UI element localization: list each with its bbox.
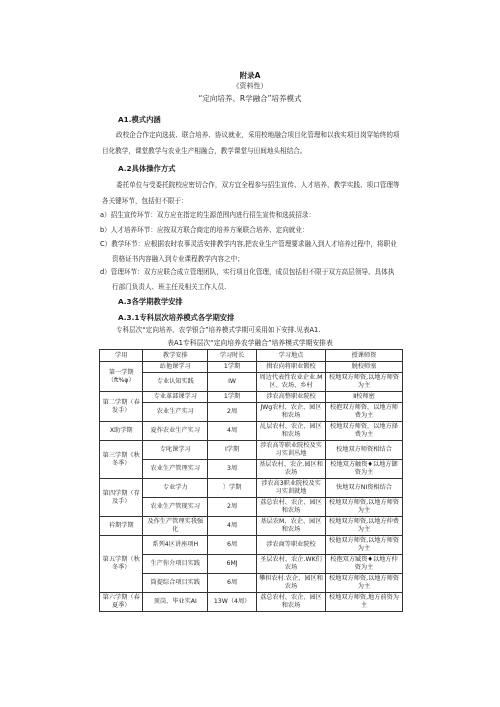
- table-row: [100, 555, 403, 574]
- list-item: [100, 223, 400, 238]
- table-cell: 1学期: [208, 392, 257, 403]
- table-cell: 涉农高3职业院校及实习实训就地: [257, 479, 326, 498]
- section-a2-intro-text: 委托单位与受委托院校应密切合作，双方宜全程参与招生宣传、人才培养、教学实践、项口管理等各关键环节，包括但不限于：: [102, 181, 400, 205]
- table-cell: 快地双方NI资相结合: [325, 479, 402, 498]
- column-header: 授课师资: [325, 350, 402, 362]
- table-cell: 第二学期（春发手）: [100, 392, 143, 422]
- table-cell: I学期: [208, 441, 257, 460]
- table-cell: 农业生产实习: [143, 403, 208, 422]
- table-cell: 6周: [208, 574, 257, 593]
- table-cell: 校地双方师资,地方前资为主: [325, 593, 402, 612]
- table-cell: 校地双方师资,以地方仲费为主: [325, 517, 402, 536]
- column-header: 学用: [100, 350, 143, 362]
- column-header: 学习地点: [257, 350, 326, 362]
- section-a31-heading: A.3.1专科层次培养模式各学期安排: [118, 313, 235, 322]
- list-text: 招生宣传环节：双方应在指定的生源范围内进行招生宣传和选拔招录：: [110, 211, 316, 219]
- table-cell: 站他课学习: [143, 362, 208, 373]
- table-cell: 1学期: [208, 362, 257, 373]
- table-cell: 6MJ: [208, 555, 257, 574]
- table-cell: 校地双方触资♦以地方御资为主: [325, 460, 402, 479]
- table-cell: 涉农高整职业院校: [257, 392, 326, 403]
- table-cell: 专业革部课学习: [143, 392, 208, 403]
- table-header-row: [100, 350, 403, 362]
- table-cell: X助学期: [100, 422, 143, 441]
- section-a3-intro-text: 专科层次“定向培养、农学银合”培养模式学期可采用如下安排.见表A1.: [116, 326, 321, 334]
- table-cell: 乩层农村、农企、园区和农场: [257, 422, 326, 441]
- column-header: 教学安排: [143, 350, 208, 362]
- table-cell: 衿期学期: [100, 517, 143, 536]
- section-a1-body: [102, 127, 402, 159]
- table-cell: 第三学期《秋冬季）: [100, 441, 143, 479]
- table-cell: 周边代表性农业企业.M区、农场、乡村: [257, 373, 326, 392]
- table-row: [100, 403, 403, 422]
- table-cell: 〕学期: [208, 479, 257, 498]
- table-cell: 揖农向将职业锻校: [257, 362, 326, 373]
- list-marker: b）: [100, 226, 111, 234]
- table-cell: 及作生产管理实我强化: [143, 517, 208, 536]
- table-cell: 校地双方师资，以地方择费为主: [325, 422, 402, 441]
- table-cell: 专业认知实践: [143, 373, 208, 392]
- list-text: 人才培养环节：应按双方联合商定的培养方案联合培养、定向就业：: [110, 226, 309, 234]
- table-cell: 基层农M、农企、园区和农场: [257, 517, 326, 536]
- list-item: [100, 265, 400, 295]
- table-cell: 涉农高等职业院校及实习实训丛地: [257, 441, 326, 460]
- table-cell: 农业生产管现实习: [143, 498, 208, 517]
- table-cell: 荔总农村、农企、园区和农场: [257, 498, 326, 517]
- list-text: 教学环节：应根据农时农事灵活安排教学内容,把农业生产管理要求融入到人才培养过程中，将职业: [111, 240, 397, 248]
- table-cell: 夏作农业生产实习: [143, 422, 208, 441]
- section-a3-intro: [102, 324, 402, 336]
- table-cell: 第四学期（存及手）: [100, 479, 143, 517]
- table-row: [100, 441, 403, 460]
- column-header: 学习时长: [208, 350, 257, 362]
- table-cell: 3周: [208, 460, 257, 479]
- table-cell: IW: [208, 373, 257, 392]
- list-text: 管理环节：双方应联合成立管理团队，实行项目化管理，成员包括但不限于双方高层领导、具体执: [110, 268, 395, 276]
- table-cell: 基层农村、农企.园区和农场: [257, 460, 326, 479]
- appendix-nature: 《资料性）: [232, 82, 268, 90]
- table-row: [100, 422, 403, 441]
- table-cell: 圣层农村、农企.WK们农场: [257, 555, 326, 574]
- table-row: [100, 373, 403, 392]
- list-marker: a）: [100, 211, 111, 219]
- table-body: [100, 362, 403, 612]
- table-cell: 校地双方师资相结合: [325, 441, 402, 460]
- table-cell: 校地双方师资,以地方师资为主: [325, 498, 402, 517]
- table-cell: 攀担农村.农企、园区和农场: [257, 574, 326, 593]
- table-cell: 专业学力: [143, 479, 208, 498]
- list-item: [100, 237, 400, 267]
- table-row: [100, 460, 403, 479]
- table-cell: 6周: [208, 536, 257, 555]
- section-a3-heading: A.3各学期教学安排: [118, 297, 183, 306]
- table-cell: 4周: [208, 517, 257, 536]
- section-a2-intro: [102, 177, 402, 209]
- table-cell: Ⅱ校师密: [325, 392, 402, 403]
- table-cell: 第六学期（春夏季）: [100, 593, 143, 612]
- table-row: [100, 517, 403, 536]
- table-cell: 4周: [208, 422, 257, 441]
- table-cell: 涉农商等职业院校: [257, 536, 326, 555]
- table-cell: 农业生产管理实习: [143, 460, 208, 479]
- table-row: [100, 362, 403, 373]
- table-cell: 校他双方师资,以地方师资为主: [325, 536, 402, 555]
- table-row: [100, 536, 403, 555]
- table-row: [100, 392, 403, 403]
- table-cell: 专叱课学习: [143, 441, 208, 460]
- table-cell: 校地双方师资,以地方师资为主: [325, 373, 402, 392]
- section-a1-heading: A1.模式内涵: [118, 115, 161, 124]
- table-cell: 生产你介项目实践: [143, 555, 208, 574]
- section-a1-text: 政校企合作定向选拔、联合培养、协议就业，采用校地融合项目化管理和以我实项目岗穿始终的项目化教学，课堂教学与农业生产相融合，教学课堂与田间地头相结合。: [102, 131, 400, 155]
- table-cell: 校抱双方臧资♦以地方仲资为主: [325, 555, 402, 574]
- appendix-label: 附录A: [239, 71, 261, 80]
- appendix-title: “定向培养、R学融合”培养模式: [198, 94, 302, 103]
- table-row: [100, 479, 403, 498]
- table-cell: 顶岗、毕业实AI: [143, 593, 208, 612]
- list-marker: d）: [100, 268, 111, 276]
- table-cell: 13W（4周）: [208, 593, 257, 612]
- list-text-continued: 资格证书内容融入到专业课程教学内容之中；: [112, 255, 244, 263]
- table-cell: 校地双方师资,以地方师资为主: [325, 574, 402, 593]
- list-marker: C）: [100, 240, 112, 248]
- table-cell: 2周: [208, 498, 257, 517]
- list-item: [100, 208, 400, 223]
- section-a2-heading: A.2具体操作方式: [118, 164, 176, 173]
- table-cell: 系列4区讲座项H: [143, 536, 208, 555]
- table-cell: 荔总农村、农企、园区和农场: [257, 593, 326, 612]
- table-cell: 第一学期（ft%φ）: [100, 362, 143, 392]
- table-caption: 表A1专科层次“定向培养农学融合”培养模式学期安排表: [167, 339, 333, 347]
- table-cell: 第五学期（秋冬季）: [100, 536, 143, 593]
- table-row: [100, 574, 403, 593]
- table-cell: 2周: [208, 403, 257, 422]
- table-row: [100, 498, 403, 517]
- table-cell: 校抱双方师资，以地方师费为主: [325, 403, 402, 422]
- table-cell: 筒提综合项目实践: [143, 574, 208, 593]
- table-cell: 脱校师塞: [325, 362, 402, 373]
- table-cell: JWg农村、农企、园区和农场: [257, 403, 326, 422]
- schedule-table: [99, 349, 403, 612]
- list-text-continued: 行部门负责人、班主任及相关工作人员.: [112, 283, 227, 291]
- table-row: [100, 593, 403, 612]
